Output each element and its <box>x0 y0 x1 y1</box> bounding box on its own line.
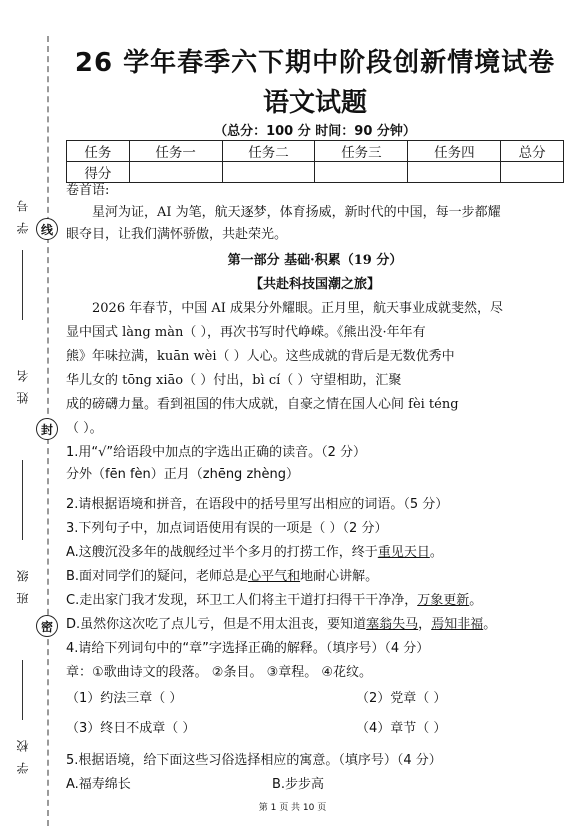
option-text: 。 <box>483 617 497 632</box>
circle-mi: 密 <box>36 615 58 637</box>
marked-word: 焉知非福 <box>431 617 484 632</box>
score-cell[interactable] <box>129 162 222 183</box>
question-5-option: B.步步高 <box>272 777 325 792</box>
passage-line: （ ）。 <box>66 421 103 436</box>
score-time-info: （总分：100 分 时间：90 分钟） <box>214 124 416 139</box>
class-line <box>22 460 23 540</box>
label-name: 姓名 <box>16 360 30 404</box>
question-4-item: （2）党章（ ） <box>356 691 447 706</box>
binding-margin <box>0 0 60 834</box>
option-text: C.走出家门我才发现，环卫工人们将主干道打扫得干干净净， <box>66 593 418 608</box>
marked-word: 重见天日 <box>377 545 430 560</box>
school-line <box>22 660 23 720</box>
passage-line: 2026 年春节，中国 AI 成果分外耀眼。正月里，航天事业成就斐然，尽 <box>92 301 504 316</box>
part1-theme: 【共赴科技国潮之旅】 <box>249 277 380 292</box>
score-table-header-row <box>67 141 564 162</box>
score-table-header: 任务四 <box>408 141 501 162</box>
score-row-label: 得分 <box>67 162 130 183</box>
question-4: 4.请给下列词句中的“章”字选择正确的解释。（填序号）（4 分） <box>66 641 430 656</box>
score-cell[interactable] <box>315 162 408 183</box>
question-1: 1.用“√”给语段中加点的字选出正确的读音。（2 分） <box>66 445 367 460</box>
label-school: 学校 <box>16 730 30 774</box>
option-text: 地耐心讲解。 <box>300 569 379 584</box>
option-text: A.这艘沉没多年的战舰经过半个多月的打捞工作，终于 <box>66 545 378 560</box>
question-3-option-d <box>66 616 564 634</box>
preface-line: 星河为证，AI 为笔，航天逐梦，体育扬威，新时代的中国，每一步都耀 <box>92 205 501 220</box>
label-student-number: 学号 <box>16 190 30 234</box>
passage-line: 成的磅礴力量。看到祖国的伟大成就，自豪之情在国人心间 fèi téng <box>66 397 459 412</box>
exam-subtitle: 语文试题 <box>262 88 367 118</box>
question-3-option-b <box>66 568 564 586</box>
score-cell[interactable] <box>408 162 501 183</box>
circle-xian: 线 <box>36 218 58 240</box>
score-table-header: 任务三 <box>315 141 408 162</box>
question-5-option: A.福寿绵长 <box>66 777 131 792</box>
question-4-item: （4）章节（ ） <box>356 721 447 736</box>
score-table-score-row <box>67 162 564 183</box>
score-table-header: 任务 <box>67 141 130 162</box>
score-cell[interactable] <box>222 162 315 183</box>
passage-line: 熊》年味拉满，kuān wèi（ ）人心。这些成就的背后是无数优秀中 <box>66 349 455 364</box>
question-5: 5.根据语境，给下面这些习俗选择相应的寓意。（填序号）（4 分） <box>66 753 442 768</box>
question-1-options: 分外（fēn fèn）正月（zhēng zhèng） <box>66 467 299 482</box>
marked-word: 心平气和 <box>248 569 301 584</box>
option-text: 。 <box>429 545 443 560</box>
marked-word: 万象更新 <box>417 593 470 608</box>
page-footer: 第 1 页 共 10 页 <box>258 803 327 813</box>
passage-line: 华儿女的 tōng xiāo（ ）付出，bì cí（ ）守望相助，汇聚 <box>66 373 402 388</box>
student-number-line <box>22 250 23 320</box>
circle-feng: 封 <box>36 418 58 440</box>
option-text: ， <box>418 617 432 632</box>
part1-title: 第一部分 基础·积累（19 分） <box>227 253 403 268</box>
score-cell[interactable] <box>501 162 564 183</box>
preface-line: 眼夺目，让我们满怀骄傲，共赴荣光。 <box>66 227 288 242</box>
question-3-option-a <box>66 544 564 562</box>
exam-title: 26 学年春季六下期中阶段创新情境试卷 <box>74 48 556 78</box>
question-2: 2.请根据语境和拼音，在语段中的括号里写出相应的词语。（5 分） <box>66 497 449 512</box>
score-table-header: 总分 <box>501 141 564 162</box>
score-table <box>66 140 564 183</box>
passage-line: 显中国式 làng màn（ ），再次书写时代峥嵘。《熊出没·年年有 <box>66 325 426 340</box>
option-text: 。 <box>469 593 483 608</box>
question-3: 3.下列句子中，加点词语使用有误的一项是（ ）（2 分） <box>66 521 388 536</box>
score-table-header: 任务二 <box>222 141 315 162</box>
label-class: 班级 <box>16 560 30 604</box>
option-text: D.虽然你这次吃了点儿亏，但是不用太沮丧，要知道 <box>66 617 367 632</box>
question-4-item: （1）约法三章（ ） <box>66 691 183 706</box>
preface-label: 卷首语: <box>66 183 110 198</box>
question-4-definitions: 章：①歌曲诗文的段落。 ②条目。 ③章程。 ④花纹。 <box>66 665 373 680</box>
question-4-item: （3）终日不成章（ ） <box>66 721 196 736</box>
score-table-header: 任务一 <box>129 141 222 162</box>
option-text: B.面对同学们的疑问，老师总是 <box>66 569 249 584</box>
question-3-option-c <box>66 592 564 610</box>
marked-word: 塞翁失马 <box>366 617 419 632</box>
